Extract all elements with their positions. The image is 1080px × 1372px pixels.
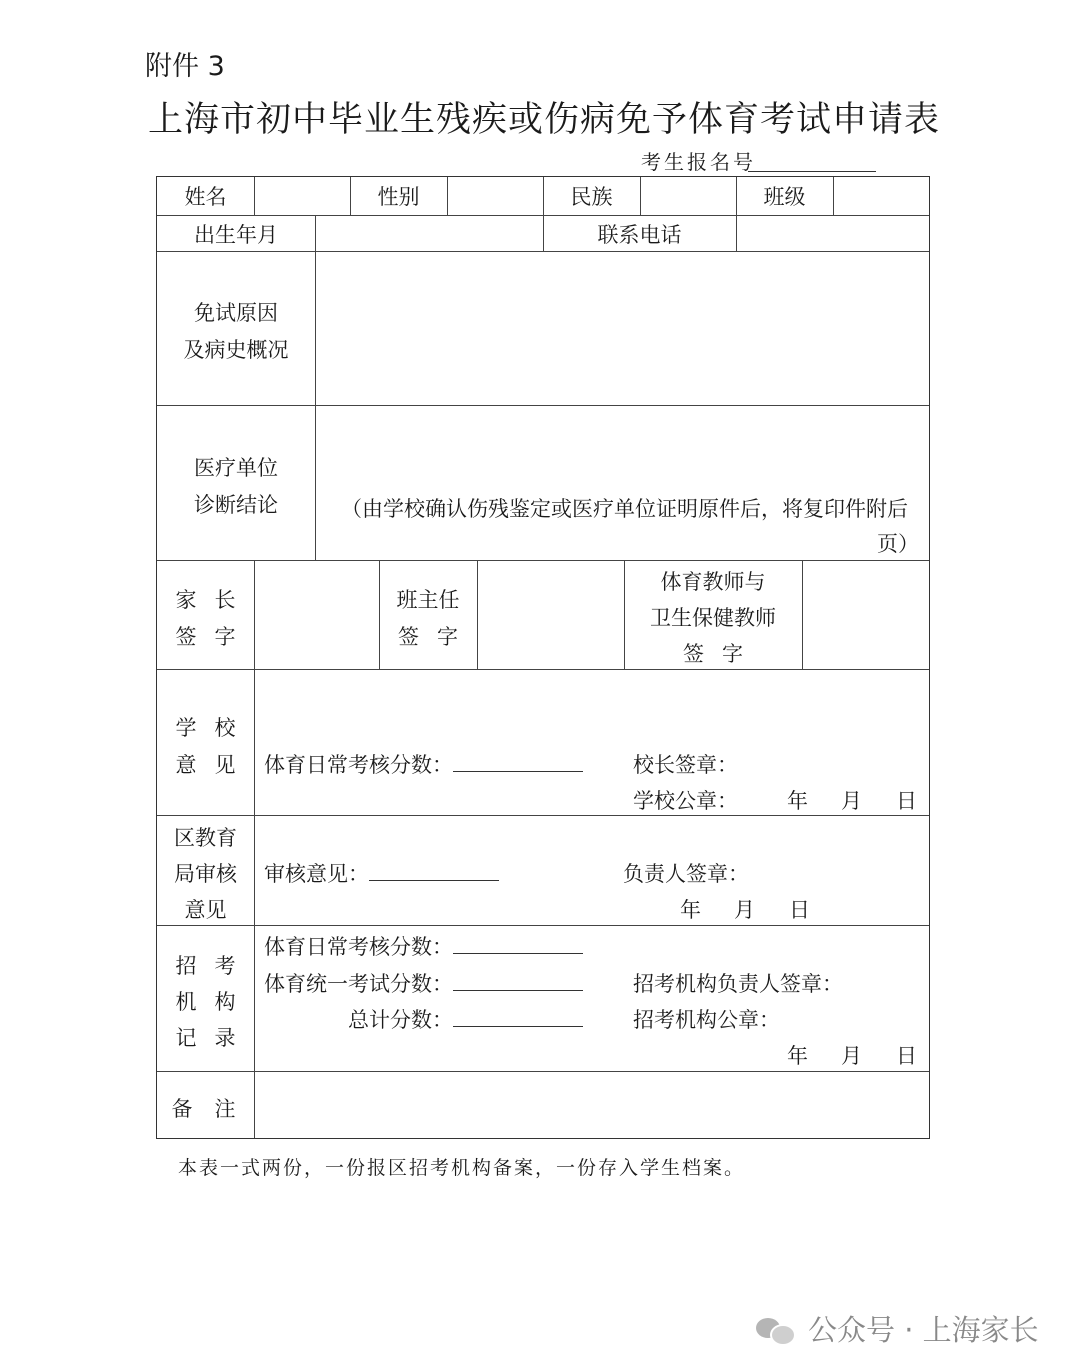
total-score-field[interactable]: [453, 1025, 583, 1027]
birth-date-label: 出生年月: [194, 223, 278, 247]
agency-label: 招考: [175, 954, 254, 978]
diagnosis-note-continued: 页）: [877, 532, 919, 556]
phone-field[interactable]: [738, 217, 928, 249]
application-form-table: [156, 176, 930, 1139]
unified-exam-score-field[interactable]: [453, 989, 583, 991]
row-divider: [157, 815, 929, 816]
registration-number-field[interactable]: [748, 171, 876, 172]
date-year: 年: [787, 1044, 808, 1068]
exempt-reason-label: 免试原因: [194, 301, 278, 325]
wechat-icon: [756, 1314, 796, 1344]
parent-signature-field[interactable]: [256, 563, 377, 667]
page-title: 上海市初中毕业生残疾或伤病免予体育考试申请表: [147, 100, 940, 140]
medical-history-label: 及病史概况: [183, 338, 289, 362]
date-day: 日: [896, 1044, 917, 1068]
opinion-label: 意见: [175, 753, 254, 777]
date-month: 月: [841, 789, 862, 813]
parent-sign-label: 签字: [175, 625, 254, 649]
head-teacher-signature-field[interactable]: [479, 563, 622, 667]
agency-record-label: 记录: [175, 1026, 254, 1050]
watermark-text: 公众号 · 上海家长: [808, 1313, 1039, 1347]
agency-org-label: 机构: [175, 990, 254, 1014]
col-divider: [736, 215, 737, 251]
responsible-signature-label: 负责人签章：: [623, 862, 749, 886]
ethnicity-label: 民族: [570, 185, 613, 209]
bureau-review-label: 局审核: [174, 862, 237, 886]
gender-field[interactable]: [448, 179, 542, 213]
attachment-label: 附件 3: [145, 51, 225, 82]
date-year: 年: [787, 789, 808, 813]
parent-label: 家长: [175, 588, 254, 612]
diagnosis-note: （由学校确认伤残鉴定或医疗单位证明原件后，将复印件附后: [341, 497, 908, 521]
head-teacher-sign-label: 签字: [398, 625, 476, 649]
footnote: 本表一式两份，一份报区招考机构备案，一份存入学生档案。: [178, 1157, 746, 1179]
class-label: 班级: [763, 185, 806, 209]
review-opinion-label: 审核意见：: [264, 864, 499, 885]
row-divider: [157, 669, 929, 670]
date-day: 日: [789, 898, 810, 922]
pe-teacher-signature-field[interactable]: [804, 563, 928, 667]
daily-score-label: 体育日常考核分数：: [264, 755, 583, 776]
col-divider: [254, 669, 255, 1138]
exempt-reason-field[interactable]: [317, 253, 928, 403]
district-opinion-label: 意见: [184, 898, 227, 922]
remarks-label: 备注: [171, 1097, 258, 1121]
district-label: 区教育: [174, 826, 237, 850]
agency-seal-label: 招考机构公章：: [633, 1008, 780, 1032]
col-divider: [254, 560, 255, 669]
gender-label: 性别: [377, 185, 420, 209]
agency-daily-score-field[interactable]: [453, 952, 583, 954]
total-score-label: 总计分数：: [348, 1010, 583, 1031]
birth-date-field[interactable]: [317, 217, 541, 249]
medical-unit-label: 医疗单位: [194, 456, 278, 480]
agency-head-signature-label: 招考机构负责人签章：: [633, 972, 843, 996]
watermark: [756, 1308, 1039, 1349]
diagnosis-conclusion-label: 诊断结论: [194, 493, 278, 517]
col-divider: [315, 251, 316, 560]
school-seal-label: 学校公章：: [633, 789, 738, 813]
col-divider: [315, 215, 316, 251]
unified-exam-score-label: 体育统一考试分数：: [264, 974, 583, 995]
phone-label: 联系电话: [597, 223, 682, 247]
row-divider: [157, 925, 929, 926]
pe-teacher-label: 体育教师与: [660, 570, 766, 594]
pe-teacher-sign-label: 签字: [683, 642, 761, 666]
head-teacher-label: 班主任: [396, 588, 460, 612]
daily-score-field[interactable]: [453, 770, 583, 772]
row-divider: [157, 560, 929, 561]
date-year: 年: [680, 898, 701, 922]
review-opinion-field[interactable]: [369, 879, 499, 881]
col-divider: [477, 560, 478, 669]
class-field[interactable]: [834, 179, 928, 213]
date-month: 月: [734, 898, 755, 922]
remarks-field[interactable]: [256, 1074, 928, 1136]
name-label: 姓名: [184, 185, 227, 209]
health-teacher-label: 卫生保健教师: [650, 606, 776, 630]
school-label: 学校: [175, 716, 254, 740]
row-divider: [157, 251, 929, 252]
col-divider: [379, 560, 380, 669]
registration-number-label: 考生报名号: [641, 150, 756, 174]
date-month: 月: [841, 1044, 862, 1068]
date-day: 日: [896, 789, 917, 813]
ethnicity-field[interactable]: [641, 179, 735, 213]
agency-daily-score-label: 体育日常考核分数：: [264, 937, 583, 958]
name-field[interactable]: [255, 179, 349, 213]
row-divider: [157, 405, 929, 406]
row-divider: [157, 1071, 929, 1072]
principal-signature-label: 校长签章：: [633, 753, 738, 777]
